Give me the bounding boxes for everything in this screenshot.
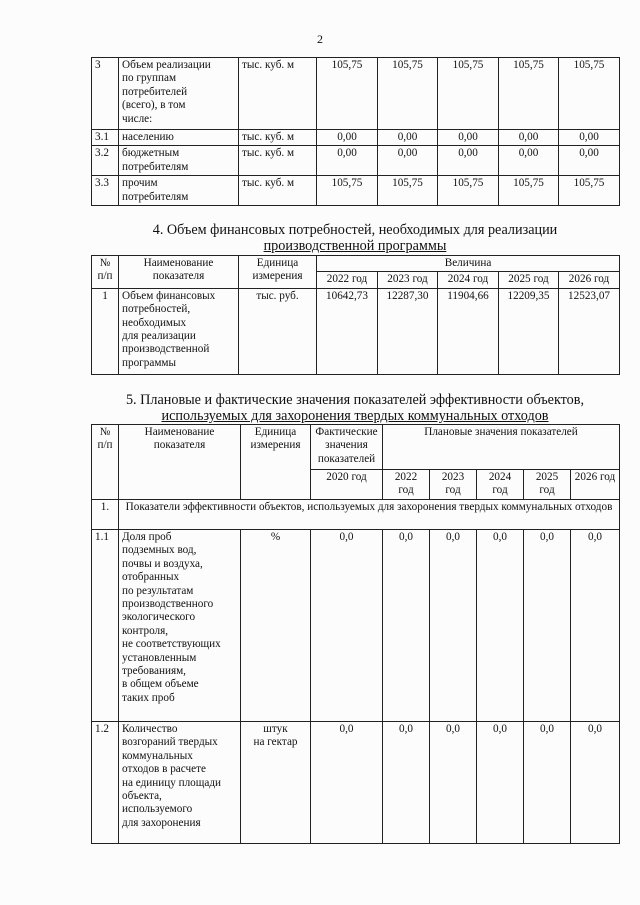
row-unit: тыс. куб. м [239, 58, 317, 130]
table-group-row [92, 500, 620, 530]
value-cell: 0,00 [499, 146, 559, 176]
col-header-unit: Единица измерения [241, 425, 311, 500]
fact-value-cell: 0,0 [311, 530, 383, 722]
year-header: 2026 год [571, 470, 620, 500]
row-name: бюджетным потребителям [119, 146, 239, 176]
value-cell: 0,0 [571, 530, 620, 722]
group-title: Показатели эффективности объектов, используемых для захоронения твердых коммунальных отходов [119, 500, 620, 530]
value-cell: 12287,30 [378, 288, 438, 374]
year-header: 2025 год [499, 272, 559, 288]
year-header: 2024 год [477, 470, 524, 500]
efficiency-indicators-table [91, 424, 620, 844]
sales-volume-table [91, 57, 620, 206]
fact-value-cell: 0,0 [311, 722, 383, 844]
table-row [92, 130, 620, 146]
value-cell: 105,75 [559, 176, 620, 206]
value-cell: 0,0 [383, 530, 430, 722]
value-cell: 105,75 [317, 58, 378, 130]
row-number: 3 [92, 58, 119, 130]
row-unit: % [241, 530, 311, 722]
col-header-fact: Фактические значения показателей [311, 425, 383, 470]
value-cell: 0,0 [383, 722, 430, 844]
row-name: Объем реализации по группам потребителей (всего), в том числе: [119, 58, 239, 130]
row-name: прочим потребителям [119, 176, 239, 206]
col-header-num: № п/п [92, 425, 119, 500]
value-cell: 0,00 [378, 146, 438, 176]
value-cell: 0,0 [430, 530, 477, 722]
year-header: 2023 год [430, 470, 477, 500]
table-row [92, 58, 620, 130]
value-cell: 0,00 [559, 146, 620, 176]
row-unit: тыс. куб. м [239, 146, 317, 176]
row-number: 3.3 [92, 176, 119, 206]
value-cell: 0,0 [524, 722, 571, 844]
value-cell: 11904,66 [438, 288, 499, 374]
value-cell: 10642,73 [317, 288, 378, 374]
section-4-heading: 4. Объем финансовых потребностей, необходимых для реализации производственной программы [152, 222, 558, 254]
value-cell: 0,0 [477, 530, 524, 722]
value-cell: 0,00 [438, 146, 499, 176]
value-cell: 105,75 [317, 176, 378, 206]
page-number: 2 [317, 32, 323, 46]
value-cell: 105,75 [438, 58, 499, 130]
col-header-name: Наименование показателя [119, 425, 241, 500]
row-name: Количество возгораний твердых коммунальных отходов в расчете на единицу площади объекта, используемого для захоронения [119, 722, 241, 844]
value-cell: 0,0 [524, 530, 571, 722]
row-unit: тыс. куб. м [239, 130, 317, 146]
row-name: Объем финансовых потребностей, необходимых для реализации производственной программы [119, 288, 239, 374]
value-cell: 0,00 [438, 130, 499, 146]
value-cell: 105,75 [499, 176, 559, 206]
value-cell: 0,00 [317, 130, 378, 146]
col-header-plan: Плановые значения показателей [383, 425, 620, 470]
row-number: 1.1 [92, 530, 119, 722]
value-cell: 12523,07 [559, 288, 620, 374]
value-cell: 0,00 [559, 130, 620, 146]
row-number: 3.1 [92, 130, 119, 146]
row-unit: тыс. руб. [239, 288, 317, 374]
section-5-heading: 5. Плановые и фактические значения показателей эффективности объектов, используемых для захоронения твердых коммунальных отходов [125, 392, 585, 424]
financial-needs-table [91, 255, 620, 375]
value-cell: 105,75 [438, 176, 499, 206]
value-cell: 0,00 [317, 146, 378, 176]
value-cell: 105,75 [499, 58, 559, 130]
year-header: 2022 год [383, 470, 430, 500]
table-header-row [92, 425, 620, 470]
col-header-unit: Единица измерения [239, 256, 317, 289]
value-cell: 105,75 [378, 176, 438, 206]
year-header: 2023 год [378, 272, 438, 288]
table-row [92, 530, 620, 722]
row-unit: тыс. куб. м [239, 176, 317, 206]
row-number: 3.2 [92, 146, 119, 176]
table-row [92, 288, 620, 374]
table-row [92, 146, 620, 176]
year-header: 2025 год [524, 470, 571, 500]
table-row [92, 722, 620, 844]
row-number: 1 [92, 288, 119, 374]
year-header: 2022 год [317, 272, 378, 288]
col-header-name: Наименование показателя [119, 256, 239, 289]
value-cell: 0,0 [430, 722, 477, 844]
table-row [92, 176, 620, 206]
table-header-row [92, 256, 620, 272]
value-cell: 105,75 [559, 58, 620, 130]
value-cell: 0,00 [378, 130, 438, 146]
value-cell: 105,75 [378, 58, 438, 130]
col-header-value: Величина [317, 256, 620, 272]
value-cell: 0,0 [571, 722, 620, 844]
year-header: 2024 год [438, 272, 499, 288]
col-header-num: № п/п [92, 256, 119, 289]
row-name: населению [119, 130, 239, 146]
group-number: 1. [92, 500, 119, 530]
row-number: 1.2 [92, 722, 119, 844]
value-cell: 0,00 [499, 130, 559, 146]
row-unit: штук на гектар [241, 722, 311, 844]
value-cell: 0,0 [477, 722, 524, 844]
row-name: Доля проб подземных вод, почвы и воздуха, отобранных по результатам производственного экологического контроля, не соответствующих установленным требованиям, в общем объеме таких проб [119, 530, 241, 722]
year-header: 2026 год [559, 272, 620, 288]
value-cell: 12209,35 [499, 288, 559, 374]
fact-year-header: 2020 год [311, 470, 383, 500]
